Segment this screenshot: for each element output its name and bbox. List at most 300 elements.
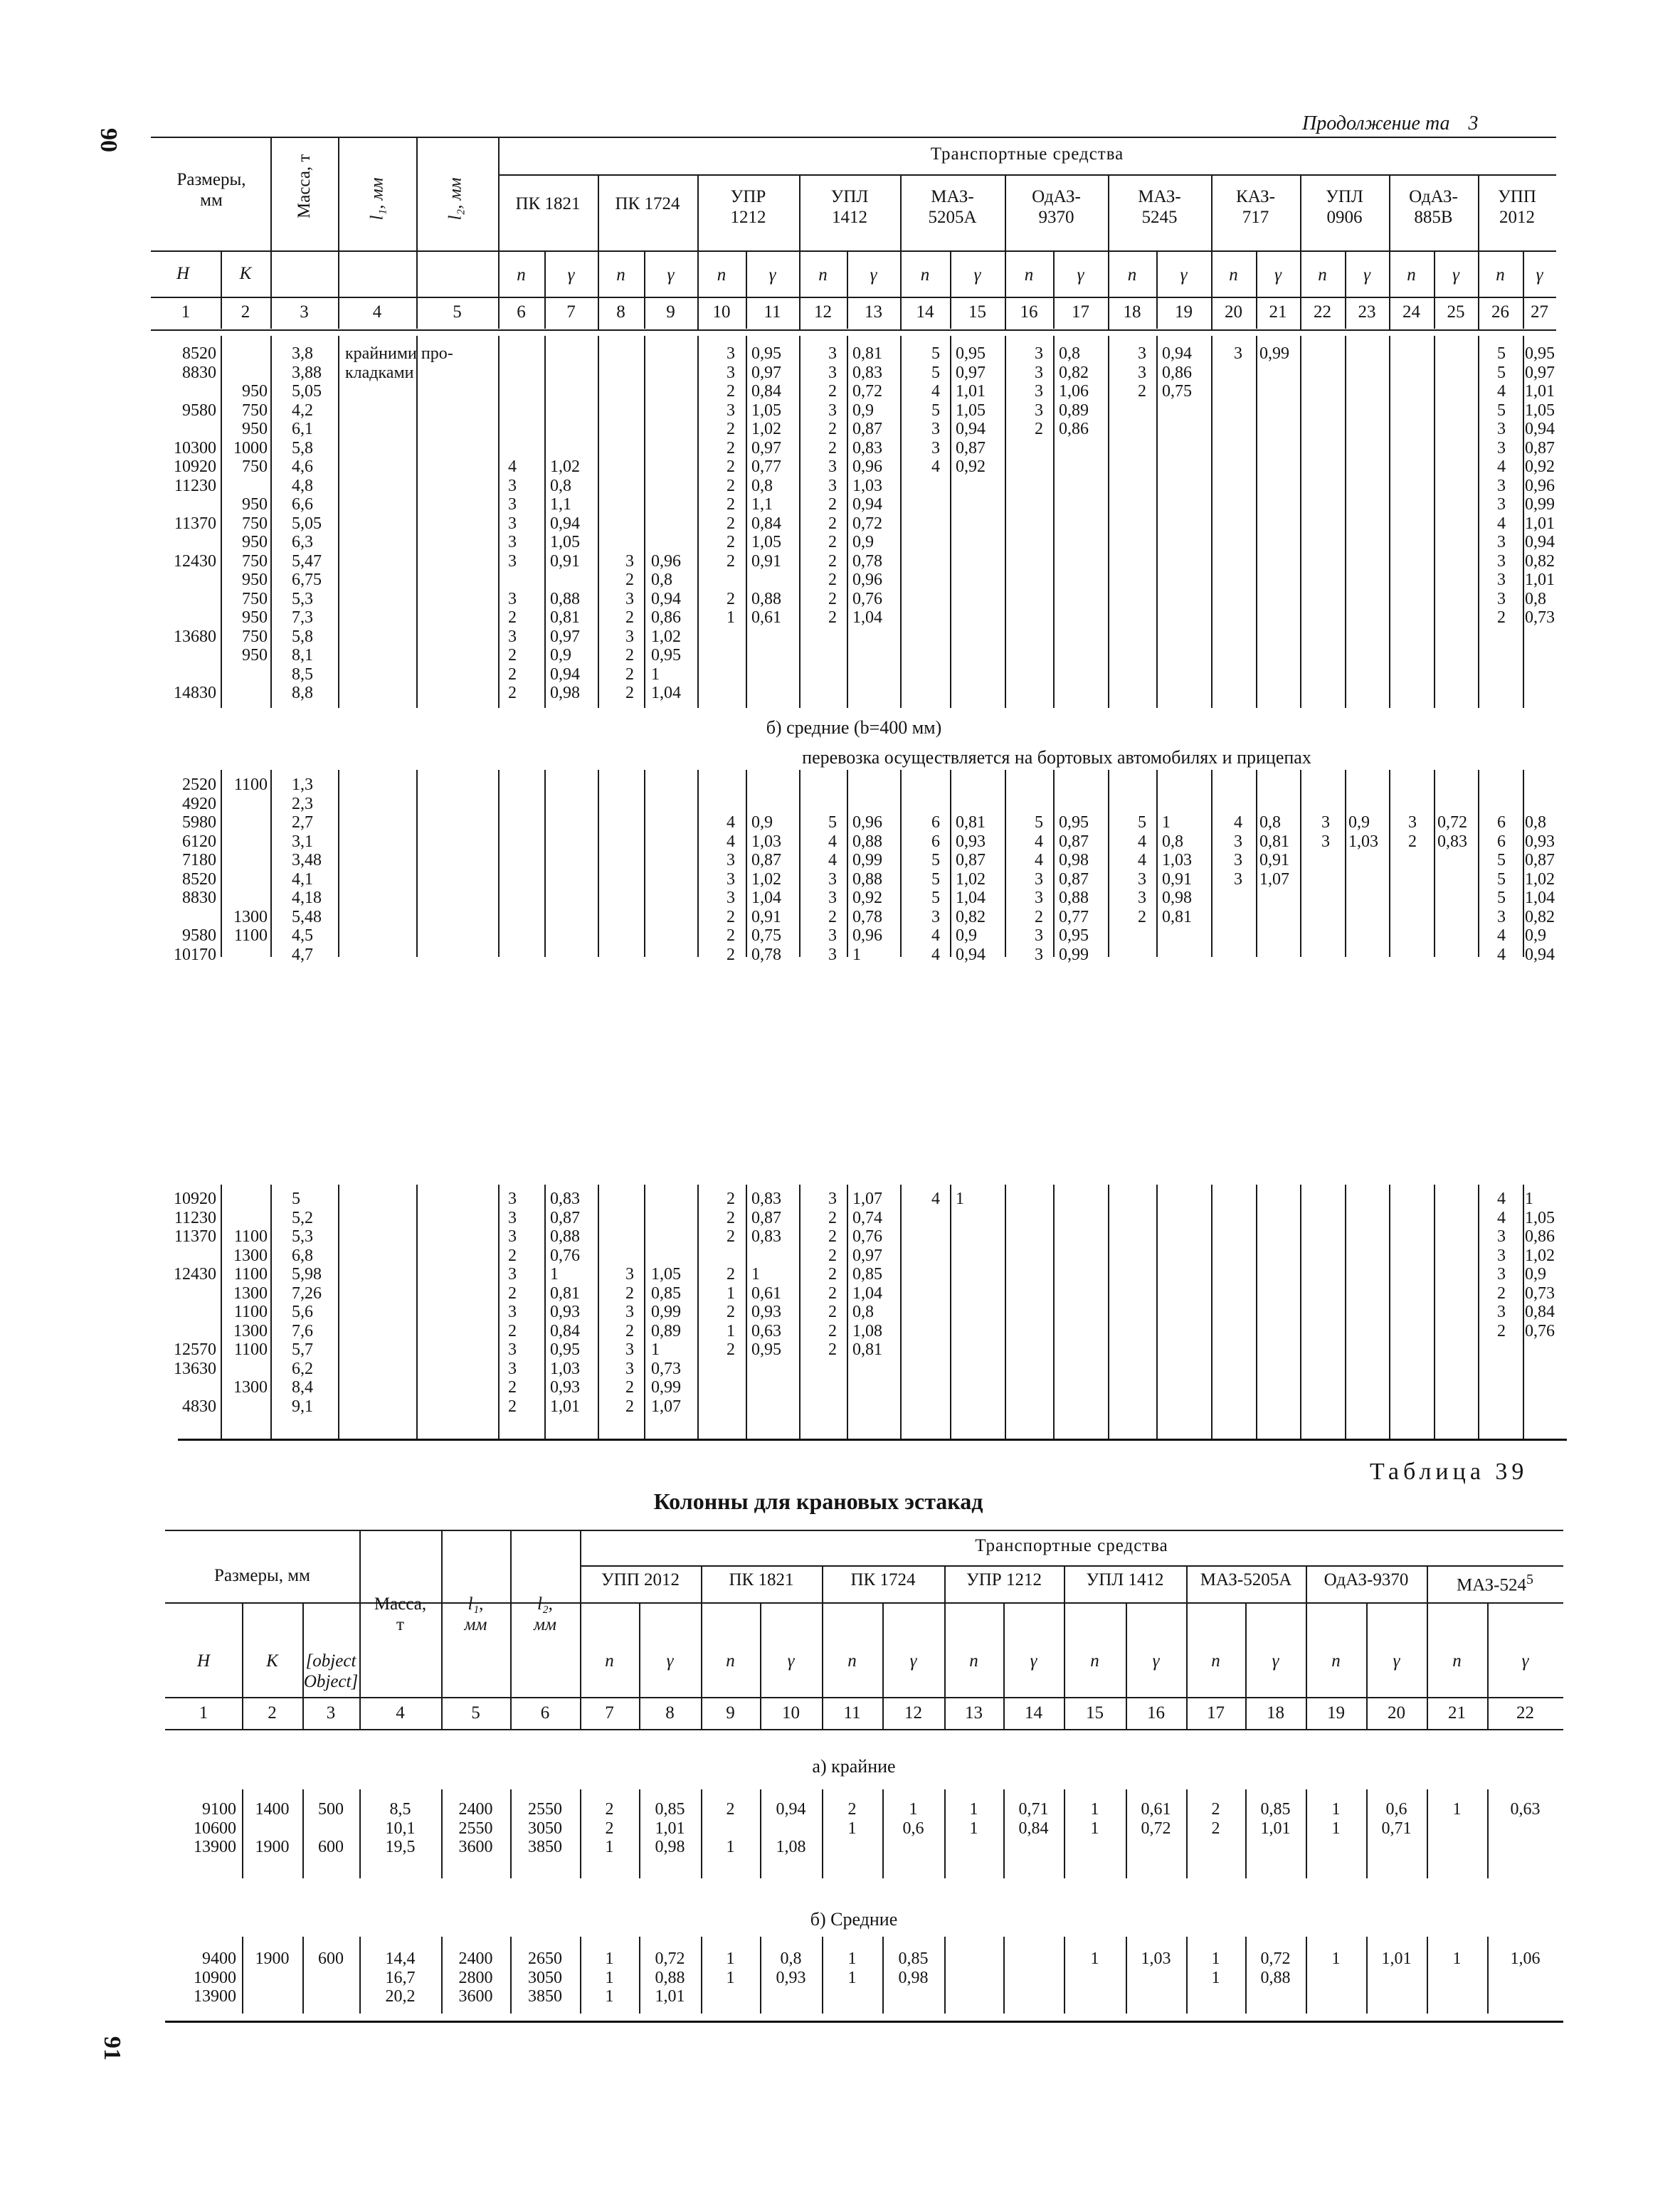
column-number: 23 xyxy=(1358,302,1376,322)
h-header: H xyxy=(176,264,190,283)
data-column: 14,4 16,7 20,2 xyxy=(385,1949,416,2006)
column-number: 11 xyxy=(764,302,781,322)
data-column: 0,8 0,93 xyxy=(776,1949,806,1987)
vehicle-pk1724: ПК 1724 xyxy=(615,194,680,213)
body-rule xyxy=(598,1185,599,1439)
vehicle-header: ПК 1821 xyxy=(729,1570,794,1589)
n-gamma-label: n xyxy=(1318,265,1327,285)
n-gamma-label: γ xyxy=(787,1651,795,1671)
body-rule xyxy=(1005,1185,1006,1439)
vehicle-odaz885v: ОдАЗ- 885В xyxy=(1409,187,1458,227)
n-gamma-label: γ xyxy=(1152,1651,1160,1671)
b3-col-14: 4 xyxy=(931,1190,940,1208)
data-column: 1900 xyxy=(255,1949,290,1968)
data-column: 1 xyxy=(1452,1800,1462,1819)
body-rule xyxy=(498,770,500,957)
b2-col-21: 0,8 0,81 0,91 1,07 xyxy=(1259,813,1289,889)
vehicle-header: УПЛ 1412 xyxy=(1086,1570,1164,1589)
b3-col-26: 4 4 3 3 3 2 3 2 xyxy=(1497,1190,1506,1340)
n-gamma-label: n xyxy=(605,1651,614,1671)
b1-col-h: 8520 8830 9580 10300 10920 11230 11370 12430 13680 14830 xyxy=(174,344,216,702)
body-rule xyxy=(799,770,801,957)
n-gamma-label: γ xyxy=(1180,265,1188,285)
data-column: 9400 10900 13900 xyxy=(194,1949,236,2006)
mass-header: Масса, т xyxy=(295,154,314,218)
b1-col-14: 5 5 4 5 3 3 4 xyxy=(931,344,940,476)
n-gamma-label: n xyxy=(1331,1651,1341,1671)
column-number: 22 xyxy=(1314,302,1331,322)
body-rule xyxy=(1427,1937,1428,2014)
body-rule xyxy=(900,770,902,957)
b3-col-15: 1 xyxy=(956,1190,964,1208)
body-rule xyxy=(416,336,418,708)
b3-col-9: 1,05 0,85 0,99 0,89 1 0,73 0,99 1,07 xyxy=(651,1265,681,1416)
column-number: 6 xyxy=(517,302,526,322)
b3-col-6: 3 3 3 2 3 2 3 2 3 3 2 2 xyxy=(508,1190,517,1416)
data-column: 9100 10600 13900 xyxy=(194,1800,236,1856)
n-gamma-label: γ xyxy=(667,265,675,285)
body-rule xyxy=(1064,1937,1065,2014)
data-column: 0,6 0,71 xyxy=(1381,1800,1412,1838)
b3-col-27: 1 1,05 0,86 1,02 0,9 0,73 0,84 0,76 xyxy=(1525,1190,1555,1340)
t2-mass-header: Масса, т xyxy=(374,1594,427,1634)
n-gamma-label: γ xyxy=(1077,265,1084,285)
n-gamma-label: n xyxy=(1024,265,1034,285)
b2-col-10: 4 4 3 3 3 2 2 2 xyxy=(727,813,735,964)
b2-col-12: 5 4 4 3 3 2 3 3 xyxy=(828,813,837,964)
body-rule xyxy=(1487,1937,1489,2014)
column-number: 20 xyxy=(1388,1703,1405,1723)
body-rule xyxy=(270,336,272,708)
body-rule xyxy=(1389,1185,1390,1439)
b1-col-27: 0,95 0,97 1,01 1,05 0,94 0,87 0,92 0,96 0,99 1,01 0,94 0,82 1,01 0,8 0,73 xyxy=(1525,344,1555,627)
body-rule xyxy=(1256,1185,1257,1439)
vehicle-upl0906: УПЛ 0906 xyxy=(1326,187,1363,227)
body-rule xyxy=(1211,336,1213,708)
vehicle-header: ОдАЗ-9370 xyxy=(1324,1570,1409,1589)
vehicle-kaz717: КАЗ- 717 xyxy=(1236,187,1275,227)
data-column: 1 1 1 xyxy=(605,1949,614,2006)
column-number: 16 xyxy=(1020,302,1038,322)
column-number: 7 xyxy=(605,1703,614,1723)
n-gamma-label: γ xyxy=(666,1651,674,1671)
body-rule xyxy=(1053,1185,1055,1439)
data-column: 1 xyxy=(1090,1949,1099,1968)
b1-col-k: 950 750 950 1000 750 950 750 950 750 950 750 950 750 950 xyxy=(233,382,268,665)
column-number: 13 xyxy=(865,302,882,322)
vehicle-header: ПК 1724 xyxy=(850,1570,916,1589)
column-number: 22 xyxy=(1516,1703,1534,1723)
b2-col-26: 6 6 5 5 5 3 4 4 xyxy=(1497,813,1506,964)
body-rule xyxy=(746,336,747,708)
t2-size-header: Размеры, мм xyxy=(214,1566,310,1585)
data-column: 0,85 1,01 0,98 xyxy=(655,1800,685,1856)
body-rule xyxy=(1156,1185,1158,1439)
body-rule xyxy=(1434,1185,1435,1439)
data-column: 1 1 xyxy=(726,1949,735,1987)
column-number: 8 xyxy=(616,302,625,322)
body-rule xyxy=(544,770,546,957)
b2-col-16: 5 4 4 3 3 2 3 3 xyxy=(1035,813,1043,964)
body-rule xyxy=(746,1185,747,1439)
data-column: 1 1 xyxy=(847,1949,857,1987)
data-column: 1,03 xyxy=(1141,1949,1171,1968)
body-rule xyxy=(1345,1185,1346,1439)
n-gamma-label: γ xyxy=(768,265,776,285)
n-gamma-label: n xyxy=(847,1651,857,1671)
body-rule xyxy=(416,1185,418,1439)
n-gamma-label: n xyxy=(1090,1651,1099,1671)
b1-col-11: 0,95 0,97 0,84 1,05 1,02 0,97 0,77 0,8 1,1 0,84 1,05 0,91 0,88 0,61 xyxy=(751,344,781,627)
t2-section-b: б) Средние xyxy=(810,1909,898,1930)
b3-col-7: 0,83 0,87 0,88 0,76 1 0,81 0,93 0,84 0,95 1,03 0,93 1,01 xyxy=(550,1190,580,1416)
body-rule xyxy=(338,770,339,957)
data-column: 2650 3050 3850 xyxy=(528,1949,562,2006)
vehicle-upr1212: УПР 1212 xyxy=(730,187,766,227)
n-gamma-label: γ xyxy=(1363,265,1370,285)
body-rule xyxy=(847,336,848,708)
n-gamma-label: γ xyxy=(1393,1651,1400,1671)
body-rule xyxy=(1523,770,1524,957)
data-column: 2 2 xyxy=(1211,1800,1220,1838)
body-rule xyxy=(1300,1185,1301,1439)
body-rule xyxy=(544,1185,546,1439)
body-rule xyxy=(1300,770,1301,957)
column-number: 27 xyxy=(1531,302,1548,322)
body-rule xyxy=(746,770,747,957)
column-number: 17 xyxy=(1207,1703,1225,1723)
column-number: 3 xyxy=(300,302,309,322)
column-number: 10 xyxy=(712,302,731,322)
column-number: 19 xyxy=(1175,302,1193,322)
n-gamma-label: γ xyxy=(909,1651,917,1671)
column-number: 10 xyxy=(782,1703,800,1723)
data-column: 600 xyxy=(318,1949,344,1968)
vehicle-odaz9370: ОдАЗ- 9370 xyxy=(1032,187,1081,227)
b2-col-24: 3 2 xyxy=(1408,813,1417,851)
vehicle-upp2012: УПП 2012 xyxy=(1498,187,1536,227)
size-header: Размеры, мм xyxy=(176,170,246,210)
b2-col-19: 1 0,8 1,03 0,91 0,98 0,81 xyxy=(1162,813,1192,926)
vehicle-maz5205a: МАЗ- 5205А xyxy=(928,187,977,227)
data-column: 2400 2550 3600 xyxy=(458,1800,493,1856)
data-column: 2 2 1 xyxy=(605,1800,614,1856)
body-rule xyxy=(1523,336,1524,708)
b2-col-11: 0,9 1,03 0,87 1,02 1,04 0,91 0,75 0,78 xyxy=(751,813,781,964)
body-rule xyxy=(1523,1185,1524,1439)
data-column: 0,85 0,98 xyxy=(898,1949,929,1987)
body-rule xyxy=(1108,1185,1109,1439)
column-number: 1 xyxy=(181,302,191,322)
b2-col-17: 0,95 0,87 0,98 0,87 0,88 0,77 0,95 0,99 xyxy=(1059,813,1089,964)
column-number: 21 xyxy=(1269,302,1287,322)
page-number-top: 90 xyxy=(95,128,122,152)
column-number: 18 xyxy=(1267,1703,1284,1723)
b2-col-h: 2520 4920 5980 6120 7180 8520 8830 9580 10170 xyxy=(174,776,216,964)
data-column: 0,61 0,72 xyxy=(1141,1800,1171,1838)
body-rule xyxy=(338,336,339,708)
n-gamma-label: γ xyxy=(1274,265,1282,285)
b2-col-27: 0,8 0,93 0,87 1,02 1,04 0,82 0,9 0,94 xyxy=(1525,813,1555,964)
n-gamma-label: n xyxy=(1229,265,1238,285)
n-gamma-label: n xyxy=(1211,1651,1220,1671)
body-rule xyxy=(1434,770,1435,957)
b1-col-8: 3 2 3 2 3 2 2 2 xyxy=(625,551,634,702)
column-number: 6 xyxy=(540,1703,550,1723)
column-number: 18 xyxy=(1123,302,1141,322)
body-rule xyxy=(1434,336,1435,708)
body-rule xyxy=(544,336,546,708)
n-gamma-label: γ xyxy=(1272,1651,1279,1671)
body-rule xyxy=(302,1937,304,2014)
body-rule xyxy=(1478,336,1479,708)
n-gamma-label: γ xyxy=(870,265,877,285)
column-number: 9 xyxy=(726,1703,735,1723)
body-rule xyxy=(338,1185,339,1439)
body-rule xyxy=(1345,770,1346,957)
table-number: Таблица 39 xyxy=(1370,1459,1528,1485)
body-rule xyxy=(697,336,699,708)
data-column: 2 1 xyxy=(847,1800,857,1838)
b1-col-21: 0,99 xyxy=(1259,344,1289,363)
column-number: 21 xyxy=(1448,1703,1466,1723)
column-number: 14 xyxy=(916,302,934,322)
data-column: 2400 2800 3600 xyxy=(458,1949,493,2006)
n-gamma-label: n xyxy=(920,265,930,285)
column-number: 5 xyxy=(471,1703,480,1723)
body-rule xyxy=(1345,336,1346,708)
column-number: 24 xyxy=(1402,302,1420,322)
t2-l1-header: l₁, мм xyxy=(464,1594,487,1634)
column-number: 17 xyxy=(1072,302,1089,322)
b1-note-l1: крайними про- кладками xyxy=(345,344,453,382)
n-gamma-label: γ xyxy=(973,265,981,285)
body-rule xyxy=(498,1185,500,1439)
vehicle-maz5245: МАЗ- 5245 xyxy=(1138,187,1181,227)
column-number: 19 xyxy=(1327,1703,1345,1723)
body-rule xyxy=(1126,1937,1127,2014)
column-number: 15 xyxy=(1086,1703,1104,1723)
b1-col-15: 0,95 0,97 1,01 1,05 0,94 0,87 0,92 xyxy=(956,344,986,476)
b2-col-20: 4 3 3 3 xyxy=(1234,813,1242,889)
column-number: 1 xyxy=(199,1703,208,1723)
data-column: 8,5 10,1 19,5 xyxy=(385,1800,416,1856)
vehicle-upl1412: УПЛ 1412 xyxy=(830,187,869,227)
body-rule xyxy=(847,770,848,957)
b2-col-k: 1100 1300 1100 xyxy=(233,776,268,945)
column-number: 7 xyxy=(566,302,576,322)
data-column: 1 0,6 xyxy=(902,1800,924,1838)
body-rule xyxy=(1366,1937,1368,2014)
n-gamma-label: n xyxy=(818,265,828,285)
body-rule xyxy=(900,336,902,708)
vehicle-header: УПП 2012 xyxy=(601,1570,680,1589)
column-number: 15 xyxy=(968,302,986,322)
b3-col-h: 10920 11230 11370 12430 12570 13630 4830 xyxy=(174,1190,216,1416)
data-column: 1 1 xyxy=(1331,1800,1341,1838)
body-rule xyxy=(498,336,500,708)
n-gamma-label: n xyxy=(1407,265,1416,285)
body-rule xyxy=(270,1185,272,1439)
t2-section-a: а) крайние xyxy=(812,1756,896,1777)
l2-header: l₂, мм xyxy=(445,177,465,221)
l1-header: l₁, мм xyxy=(367,177,387,221)
body-rule xyxy=(1300,336,1301,708)
continuation-label: Продолжение та 3 xyxy=(1302,112,1479,134)
body-rule xyxy=(1108,336,1109,708)
body-rule xyxy=(799,1185,801,1439)
b1-col-6: 4 3 3 3 3 3 3 2 3 2 2 2 xyxy=(508,457,517,702)
body-rule xyxy=(1306,1937,1307,2014)
b3-col-13: 1,07 0,74 0,76 0,97 0,85 1,04 0,8 1,08 0,81 xyxy=(852,1190,882,1359)
body-rule xyxy=(900,1185,902,1439)
body-rule xyxy=(242,1937,243,2014)
body-rule xyxy=(697,770,699,957)
b3-col-12: 3 2 2 2 2 2 2 2 2 xyxy=(828,1190,837,1359)
data-column: 1 xyxy=(1452,1949,1462,1968)
column-number: 12 xyxy=(904,1703,922,1723)
body-rule xyxy=(1256,336,1257,708)
b1-col-9: 0,96 0,8 0,94 0,86 1,02 0,95 1 1,04 xyxy=(651,551,681,702)
b1-col-20: 3 xyxy=(1234,344,1242,363)
body-rule xyxy=(1156,770,1158,957)
vehicle-header: МАЗ-5205А xyxy=(1200,1570,1292,1589)
column-number: 25 xyxy=(1447,302,1465,322)
column-number: 14 xyxy=(1025,1703,1042,1723)
body-rule xyxy=(799,336,801,708)
b3-col-k: 1100 1300 1100 1300 1100 1300 1100 1300 xyxy=(233,1227,268,1397)
t2-transport-title: Транспортные средства xyxy=(975,1536,1168,1555)
body-rule xyxy=(1005,336,1006,708)
b1-col-16: 3 3 3 3 2 xyxy=(1035,344,1043,438)
column-number: 16 xyxy=(1147,1703,1165,1723)
b2-col-22: 3 3 xyxy=(1321,813,1330,851)
column-number: 9 xyxy=(666,302,675,322)
page-number-bottom: 91 xyxy=(99,2036,125,2060)
data-column: 1,06 xyxy=(1510,1949,1541,1968)
b2-col-15: 0,81 0,93 0,87 1,02 1,04 0,82 0,9 0,94 xyxy=(956,813,986,964)
vehicle-header: МАЗ-$524^5$ xyxy=(1456,1572,1533,1595)
b2-col-25: 0,72 0,83 xyxy=(1437,813,1467,851)
data-column: 0,85 1,01 xyxy=(1260,1800,1291,1838)
data-column: 0,63 xyxy=(1510,1800,1541,1819)
body-rule xyxy=(1478,770,1479,957)
n-gamma-label: n xyxy=(1452,1651,1462,1671)
body-rule xyxy=(847,1185,848,1439)
k-header: K xyxy=(239,264,252,283)
data-column: 0,94 1,08 xyxy=(776,1800,806,1856)
data-column: 1 1 xyxy=(1211,1949,1220,1987)
body-rule xyxy=(1389,336,1390,708)
body-rule xyxy=(944,1937,946,2014)
b2-col-18: 5 4 4 3 3 2 xyxy=(1138,813,1146,926)
vehicle-pk1821: ПК 1821 xyxy=(515,194,581,213)
column-number: 2 xyxy=(268,1703,277,1723)
body-rule xyxy=(950,336,951,708)
b2-col-23: 0,9 1,03 xyxy=(1348,813,1378,851)
n-gamma-label: γ xyxy=(1030,1651,1037,1671)
transport-title: Транспортные средства xyxy=(930,144,1124,164)
body-rule xyxy=(1156,336,1158,708)
n-gamma-label: n xyxy=(969,1651,978,1671)
data-column: 1 1 xyxy=(969,1800,978,1838)
body-rule xyxy=(270,770,272,957)
data-column: 1,01 xyxy=(1381,1949,1412,1968)
vehicle-header: УПР 1212 xyxy=(966,1570,1042,1589)
data-column: 500 600 xyxy=(318,1800,344,1856)
body-rule xyxy=(1211,1185,1213,1439)
b3-col-10: 2 2 2 2 1 2 1 2 xyxy=(727,1190,735,1359)
b1-col-12: 3 3 2 3 2 2 3 3 2 2 2 2 2 2 2 xyxy=(828,344,837,627)
column-number: 12 xyxy=(814,302,832,322)
column-number: 4 xyxy=(372,302,382,322)
n-gamma-label: n xyxy=(717,265,727,285)
t2-l2-header: l₂, мм xyxy=(534,1594,556,1634)
body-rule xyxy=(1211,770,1213,957)
n-gamma-label: γ xyxy=(1536,265,1543,285)
body-rule xyxy=(1053,336,1055,708)
column-number: 5 xyxy=(453,302,462,322)
body-rule xyxy=(416,770,418,957)
body-rule xyxy=(598,770,599,957)
body-rule xyxy=(1478,1185,1479,1439)
b1-col-7: 1,02 0,8 1,1 0,94 1,05 0,91 0,88 0,81 0,97 0,9 0,94 0,98 xyxy=(550,457,580,702)
b2-col-13: 0,96 0,88 0,99 0,88 0,92 0,78 0,96 1 xyxy=(852,813,882,964)
data-column: 1 xyxy=(1331,1949,1341,1968)
body-rule xyxy=(1108,770,1109,957)
data-column: 2550 3050 3850 xyxy=(528,1800,562,1856)
column-number: 8 xyxy=(665,1703,675,1723)
data-column: 1 1 xyxy=(1090,1800,1099,1838)
body-rule xyxy=(697,1185,699,1439)
b1-col-26: 5 5 4 5 3 3 4 3 3 4 3 3 3 3 2 xyxy=(1497,344,1506,627)
column-number: 2 xyxy=(241,302,250,322)
n-gamma-label: n xyxy=(1127,265,1137,285)
b2-col-14: 6 6 5 5 5 3 4 4 xyxy=(931,813,940,964)
t2-h-header: H xyxy=(196,1651,211,1671)
b3-col-11: 0,83 0,87 0,83 1 0,61 0,93 0,63 0,95 xyxy=(751,1190,781,1359)
body-rule xyxy=(644,770,645,957)
b1-col-13: 0,81 0,83 0,72 0,9 0,87 0,83 0,96 1,03 0,94 0,72 0,9 0,78 0,96 0,76 1,04 xyxy=(852,344,882,627)
n-gamma-label: n xyxy=(1496,265,1505,285)
column-number: 20 xyxy=(1225,302,1242,322)
data-column: 0,72 0,88 1,01 xyxy=(655,1949,685,2006)
n-gamma-label: γ xyxy=(567,265,575,285)
b1-col-18: 3 3 2 xyxy=(1138,344,1146,401)
body-rule xyxy=(1256,770,1257,957)
b1-col-19: 0,94 0,86 0,75 xyxy=(1162,344,1192,401)
column-number: 3 xyxy=(326,1703,336,1723)
n-gamma-label: n xyxy=(616,265,625,285)
body-rule xyxy=(950,1185,951,1439)
body-rule xyxy=(644,336,645,708)
t2-k-header: K xyxy=(266,1651,278,1671)
body-rule xyxy=(1389,770,1390,957)
t2-b-header: [object Object] xyxy=(303,1651,359,1691)
column-number: 13 xyxy=(965,1703,983,1723)
b3-col-mass: 5 5,2 5,3 6,8 5,98 7,26 5,6 7,6 5,7 6,2 8,4 9,1 xyxy=(292,1190,322,1416)
data-column: 1400 1900 xyxy=(255,1800,290,1856)
data-column: 0,72 0,88 xyxy=(1260,1949,1291,1987)
n-gamma-label: n xyxy=(726,1651,735,1671)
n-gamma-label: γ xyxy=(1452,265,1459,285)
section-b-note: перевозка осуществляется на бортовых автомобилях и прицепах xyxy=(802,747,1311,768)
body-rule xyxy=(598,336,599,708)
b2-col-mass: 1,3 2,3 2,7 3,1 3,48 4,1 4,18 5,48 4,5 4,7 xyxy=(292,776,322,964)
body-rule xyxy=(1003,1937,1005,2014)
data-column: 2 1 xyxy=(726,1800,735,1856)
table-title: Колонны для крановых эстакад xyxy=(653,1488,983,1514)
